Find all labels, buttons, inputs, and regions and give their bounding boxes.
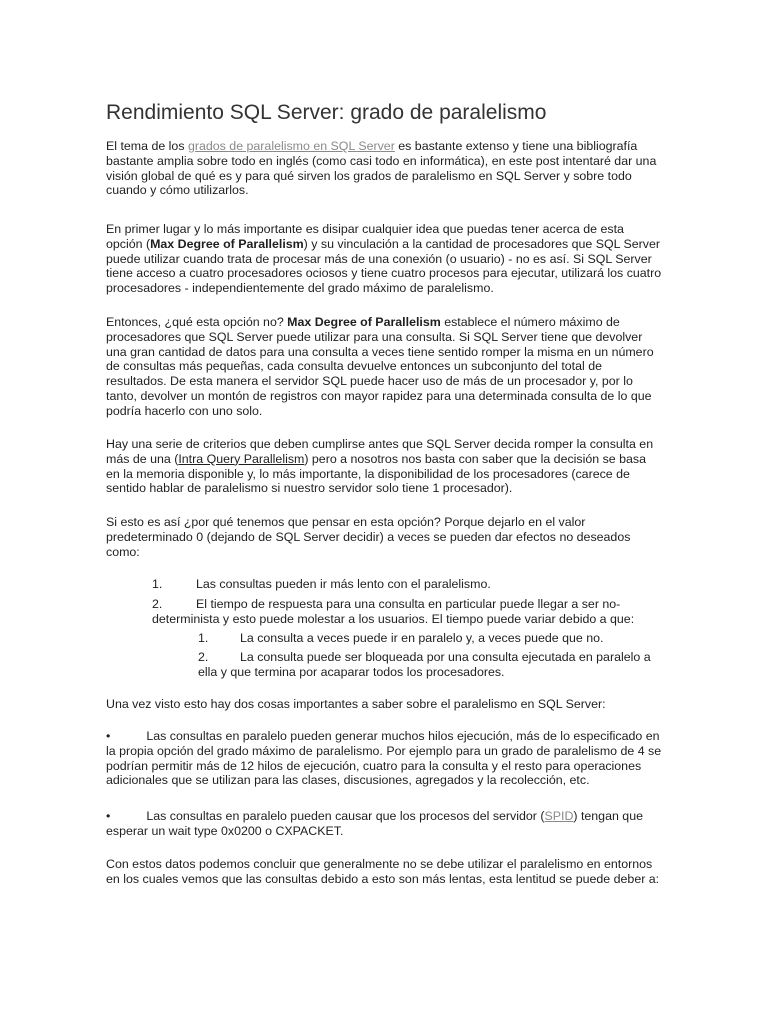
paragraph-two-things: Una vez visto esto hay dos cosas importantes a saber sobre el paralelismo en SQL Server: — [106, 697, 606, 711]
paragraph-question: Si esto es así ¿por qué tenemos que pensar en esta opción? Porque dejarlo en el valor predeterminado 0 (dejando de SQL Server decidir) a veces se pueden dar efectos no deseados como: — [106, 515, 631, 559]
text: ) y su vinculación a la cantidad de procesadores que SQL Server puede utilizar cuando trata de procesar más de una conexión (o usuario) - no es así. Si SQL Server tiene acceso a cuatro procesadores ociosos y tiene cuatro procesos para ejecutar, utilizará los cuatro procesadores - independientemente del grado máximo de paralelismo. — [106, 236, 662, 296]
bullet-text: ) tengan que esperar un wait type 0x0200 o CXPACKET. — [106, 809, 643, 838]
bullet-text: Las consultas en paralelo pueden causar que los procesos del servidor ( — [146, 809, 545, 823]
grados-paralelismo-link[interactable]: grados de paralelismo en SQL Server — [187, 139, 395, 153]
list-number: 1. — [198, 631, 209, 645]
page-title: Rendimiento SQL Server: grado de paralelismo — [106, 101, 547, 124]
list-text: Las consultas pueden ir más lento con el paralelismo. — [196, 577, 491, 591]
list-item — [152, 597, 662, 627]
list-item — [198, 650, 662, 680]
list-item — [152, 577, 672, 592]
paragraph-then — [106, 315, 662, 419]
bullet-item — [106, 729, 662, 788]
paragraph-conclusion: Con estos datos podemos concluir que generalmente no se debe utilizar el paralelismo en entornos en los cuales vemos que las consultas debido a esto son más lentas, esta lentitud se puede deber a: — [106, 857, 660, 886]
list-item — [198, 631, 662, 646]
list-number: 2. — [198, 650, 209, 664]
bullet-item — [106, 809, 662, 839]
list-number: 1. — [152, 577, 163, 591]
bullet-text: Las consultas en paralelo pueden generar muchos hilos ejecución, más de lo especificado en la propia opción del grado máximo de paralelismo. Por ejemplo para un grado de paralelismo de 4 se podrían permitir más de 12 hilos de ejecución, cuatro para la consulta y el resto para operaciones adicionales que se utilizan para las clases, discusiones, agregados y la recolección, etc. — [106, 729, 662, 788]
spid-link[interactable]: SPID — [544, 809, 574, 823]
text: El tema de los — [106, 139, 188, 153]
bold-term: Max Degree of Parallelism — [287, 315, 441, 329]
list-text: La consulta a veces puede ir en paralelo y, a veces puede que no. — [240, 631, 604, 645]
paragraph-intro — [106, 139, 662, 198]
list-text: El tiempo de respuesta para una consulta en particular puede llegar a ser no-determinista y esto puede molestar a los usuarios. El tiempo puede variar debido a que: — [152, 597, 635, 626]
list-text: La consulta puede ser bloqueada por una consulta ejecutada en paralelo a ella y que termina por acaparar todos los procesadores. — [198, 650, 651, 679]
bullet-icon: • — [106, 809, 111, 823]
paragraph-criteria — [106, 437, 662, 496]
text: ) pero a nosotros nos basta con saber que la decisión se basa en la memoria disponible y, lo más importante, la disponibilidad de los procesadores (carece de sentido hablar de paralelismo si nuestro servidor solo tiene 1 procesador). — [106, 451, 646, 496]
text: Hay una serie de criterios que deben cumplirse antes que SQL Server decida romper la consulta en más de una ( — [106, 437, 654, 466]
text: En primer lugar y lo más importante es disipar cualquier idea que puedas tener acerca de esta opción ( — [106, 222, 624, 251]
bullet-icon: • — [106, 729, 111, 743]
intra-query-link[interactable]: Intra Query Parallelism — [178, 451, 305, 466]
text: establece el número máximo de procesadores que SQL Server puede utilizar para una consulta. Si SQL Server tiene que devolver una gran cantidad de datos para una consulta a veces tiene sentido romper la misma en un número de consultas más pequeñas, cada consulta devuelve entonces un subconjunto del total de resultados. De esta manera el servidor SQL puede hacer uso de más de un procesador y, por lo tanto, devolver un montón de registros con mayor rapidez para una determinada consulta de lo que podría hacerlo con uno solo. — [106, 315, 654, 418]
text: es bastante extenso y tiene una bibliografía bastante amplia sobre todo en inglés (como casi todo en informática), en este post intentaré dar una visión global de qué es y para qué sirven los grados de paralelismo en SQL Server y sobre todo cuando y cómo utilizarlos. — [106, 139, 657, 198]
list-number: 2. — [152, 597, 163, 611]
paragraph-first — [106, 222, 662, 296]
bold-term: Max Degree of Parallelism — [150, 236, 304, 251]
text: Entonces, ¿qué esta opción no? — [106, 315, 288, 329]
